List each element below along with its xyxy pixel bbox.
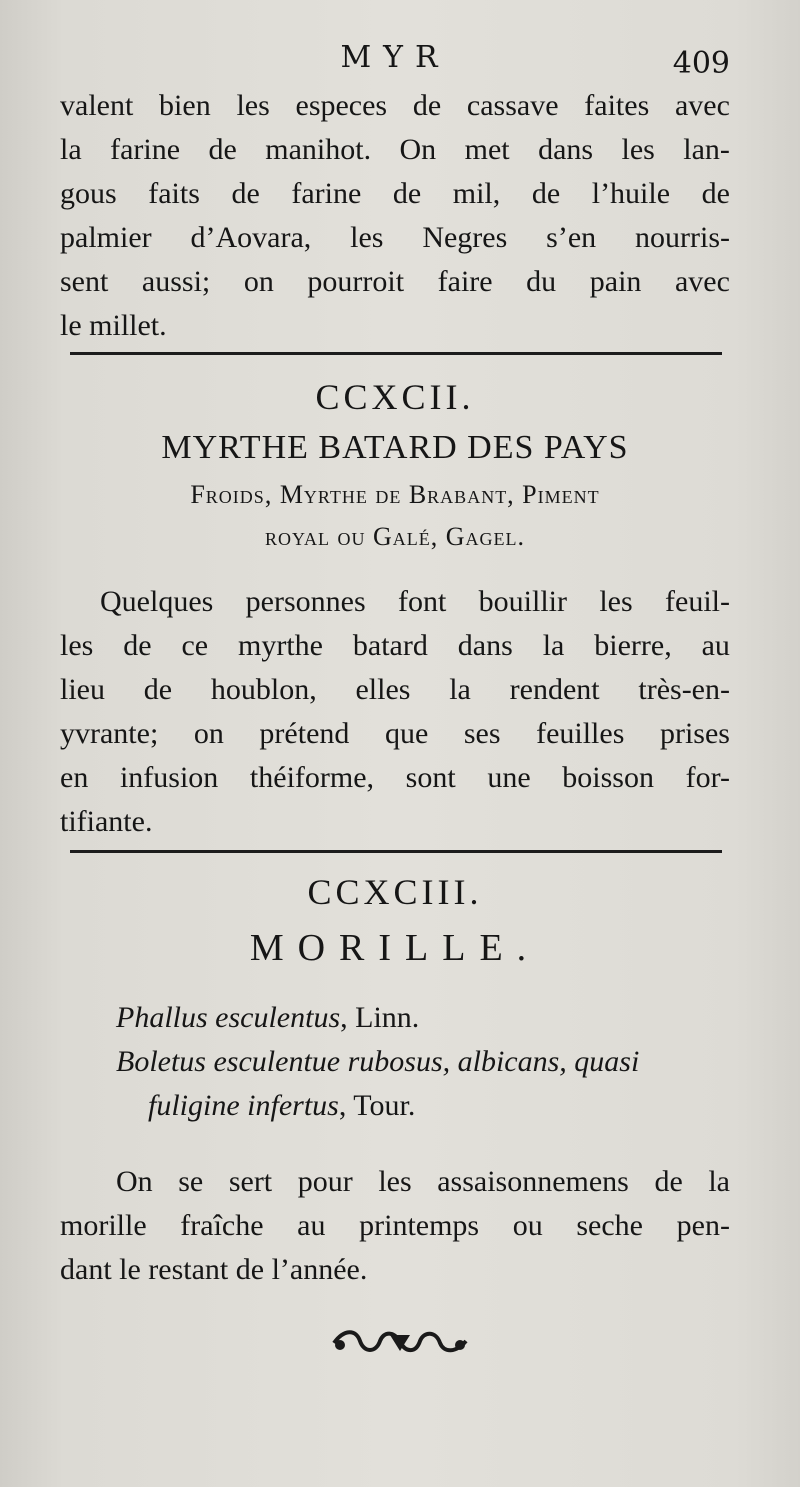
- text-line: Quelques personnes font bouillir les feuil-: [100, 585, 730, 618]
- text-line: les de ce myrthe batard dans la bierre, au: [60, 629, 730, 662]
- section-subtitle: royal ou Galé, Gagel.: [264, 522, 526, 551]
- page-header: [60, 40, 730, 90]
- running-head: MYR: [340, 40, 450, 75]
- latin-name: Phallus esculentus: [116, 1001, 341, 1034]
- synonym-line: [60, 996, 730, 1040]
- text-line: gous faits de farine de mil, de l’huile de: [60, 177, 730, 210]
- text-line: lieu de houblon, elles la rendent très-en-: [60, 673, 730, 706]
- section-body: [60, 1160, 730, 1292]
- text-line: le millet.: [60, 309, 167, 342]
- section-rule: [70, 352, 722, 355]
- author: , Linn.: [340, 1001, 420, 1034]
- author: , Tour.: [338, 1089, 416, 1122]
- section-body: [60, 580, 730, 844]
- text-line: valent bien les especes de cassave faites avec: [60, 89, 730, 122]
- section-subtitle: Froids, Myrthe de Brabant, Piment: [190, 480, 600, 509]
- text-line: la farine de manihot. On met dans les lan-: [60, 133, 730, 166]
- section-number: CCXCIII.: [307, 872, 483, 912]
- text-line: yvrante; on prétend que ses feuilles prises: [60, 717, 730, 750]
- paragraph-continued: [60, 84, 730, 348]
- text-line: sent aussi; on pourroit faire du pain avec: [60, 265, 730, 298]
- page-number: 409: [672, 46, 730, 81]
- synonym-line: [60, 1084, 730, 1128]
- section-number: CCXCII.: [315, 377, 475, 417]
- synonyms: [60, 996, 730, 1128]
- tailpiece-ornament-icon: [330, 1325, 470, 1359]
- latin-name: fuligine infertus: [148, 1089, 339, 1122]
- section-heading: [60, 866, 730, 978]
- section-title: MYRTHE BATARD DES PAYS: [161, 429, 629, 466]
- text-line: tifiante.: [60, 805, 153, 838]
- text-line: morille fraîche au printemps ou seche pen-: [60, 1209, 730, 1242]
- text-line: dant le restant de l’année.: [60, 1253, 368, 1286]
- text-line: palmier d’Aovara, les Negres s’en nourris-: [60, 221, 730, 254]
- section-rule: [70, 850, 722, 853]
- section-heading: [60, 372, 730, 558]
- text-line: en infusion théiforme, sont une boisson for-: [60, 761, 730, 794]
- latin-name: Boletus esculentue rubosus, albicans, quasi: [116, 1045, 640, 1078]
- text-line: On se sert pour les assaisonnemens de la: [116, 1165, 730, 1198]
- section-title: MORILLE.: [249, 927, 541, 969]
